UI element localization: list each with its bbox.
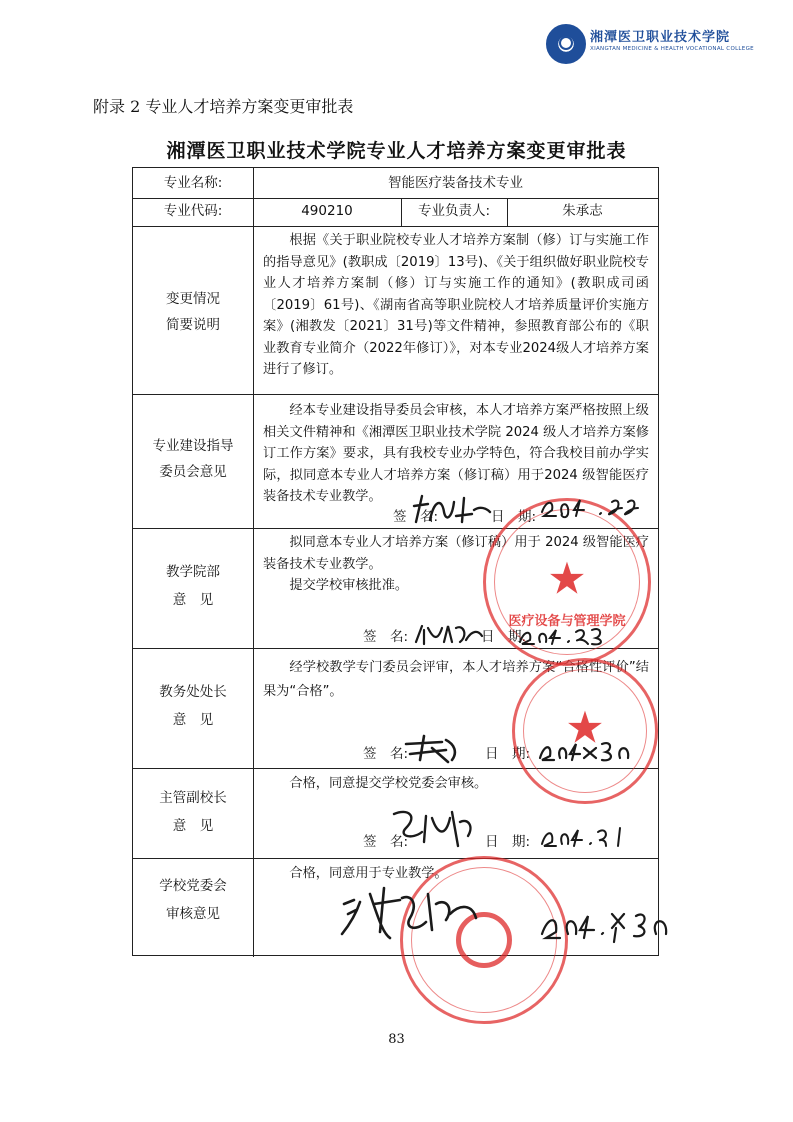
major-code-label: 专业代码: (163, 203, 223, 219)
page-number: 83 (388, 1032, 405, 1047)
committee-date-handwritten (540, 490, 650, 520)
seal-star-icon: ★ (565, 702, 605, 754)
row-divider (133, 858, 658, 859)
change-description-text: 根据《关于职业院校专业人才培养方案制（修）订与实施工作的指导意见》(教职成〔2019〕13号)、《关于组织做好职业院校专业人才培养方案制（修）订与实施工作的通知》(教职成司函〔2019〕61号)、《湖南省高等职业院校人才培养质量评价实施方案》(湘教发〔2021〕31号)等文件精神，参照教育部公布的《职业教育专业简介（2022年修订）》，对本专业2024级人才培养方案进行了修订。 (263, 233, 649, 377)
committee-sign-label: 签 名: (393, 509, 439, 525)
leader-value: 朱承志 (562, 203, 603, 219)
vice-principal-section-label: 主管副校长 意 见 (159, 790, 227, 834)
appendix-title: 附录 2 专业人才培养方案变更审批表 (93, 97, 354, 116)
committee-signature (412, 492, 492, 528)
major-code-value: 490210 (301, 203, 353, 219)
vice-principal-date-handwritten (540, 822, 630, 850)
committee-date-label: 日 期: (491, 509, 537, 525)
vice-principal-signature (388, 806, 478, 852)
row-divider (133, 226, 658, 227)
committee-opinion-text: 经本专业建设指导委员会审核，本人才培养方案严格按照上级相关文件精神和《湘潭医卫职业技术学院 2024 级人才培养方案修订工作方案》要求，具有我校专业办学特色，符合我校目前办学实际，拟同意本专业人才培养方案（修订稿）用于2024 级智能医疗装备技术专业教学。 (263, 403, 649, 504)
vice-principal-opinion-text: 合格，同意提交学校党委会审核。 (289, 776, 488, 791)
college-logo (546, 24, 754, 64)
academic-affairs-seal-stamp (512, 658, 658, 804)
vice-principal-date-label: 日 期: (485, 834, 531, 850)
academic-affairs-date-handwritten (538, 736, 638, 764)
major-name-value: 智能医疗装备技术专业 (388, 175, 523, 191)
department-sign-label: 签 名: (363, 629, 409, 645)
logo-english-name: XIANGTAN MEDICINE & HEALTH VOCATIONAL COLLEGE (590, 46, 754, 52)
vice-principal-sign-label: 签 名: (363, 834, 409, 850)
committee-section-label: 专业建设指导 委员会意见 (152, 438, 234, 480)
department-date-handwritten (518, 622, 606, 648)
department-section-label: 教学院部 意 见 (166, 564, 220, 608)
party-committee-signature (340, 874, 480, 944)
party-committee-date-handwritten (540, 904, 690, 944)
major-name-label: 专业名称: (163, 175, 223, 191)
college-emblem-icon (546, 24, 586, 64)
department-signature (412, 620, 484, 648)
department-submit-text: 提交学校审核批准。 (289, 578, 409, 593)
party-committee-opinion-text: 合格，同意用于专业教学。 (289, 866, 448, 881)
form-title: 湘潭医卫职业技术学院专业人才培养方案变更审批表 (166, 140, 627, 162)
academic-affairs-date-label: 日 期: (485, 746, 531, 762)
seal-department-name: 医疗设备与管理学院 (508, 614, 626, 629)
column-divider (253, 168, 254, 957)
leader-label: 专业负责人: (417, 203, 491, 219)
row-divider (133, 394, 658, 395)
academic-affairs-section-label: 教务处处长 意 见 (159, 684, 227, 728)
party-committee-section-label: 学校党委会 审核意见 (159, 878, 227, 922)
department-date-label: 日 期: (481, 629, 527, 645)
seal-star-icon: ★ (547, 553, 587, 605)
academic-affairs-signature (402, 734, 462, 764)
change-section-label: 变更情况 简要说明 (166, 291, 220, 333)
academic-affairs-sign-label: 签 名: (363, 746, 409, 762)
logo-chinese-name: 湘潭医卫职业技术学院 (590, 30, 731, 45)
academic-affairs-opinion-text: 经学校教学专门委员会评审，本人才培养方案“合格性评价”结果为“合格”。 (263, 660, 649, 699)
department-opinion-text: 拟同意本专业人才培养方案（修订稿）用于 2024 级智能医疗装备技术专业教学。 (263, 535, 649, 572)
